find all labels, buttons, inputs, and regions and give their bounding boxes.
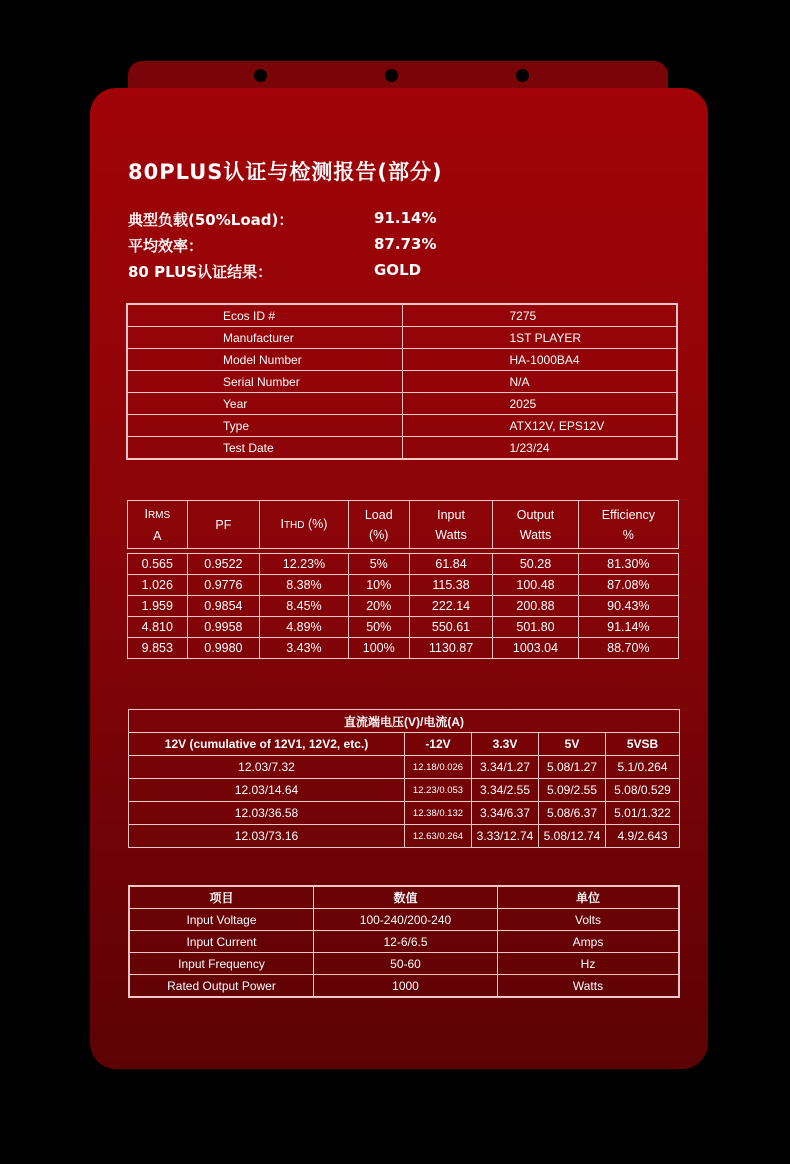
- cell: 12.63/0.264: [405, 825, 472, 848]
- cell: 0.565: [128, 554, 188, 575]
- table-row: [127, 304, 677, 327]
- table-row: [128, 554, 679, 575]
- cell: 50-60: [314, 953, 498, 975]
- cell: 12.03/73.16: [129, 825, 405, 848]
- cell: 3.34/1.27: [472, 756, 539, 779]
- cell: 9.853: [128, 638, 188, 659]
- page-title: 80PLUS认证与检测报告(部分): [128, 160, 443, 184]
- cell: 5.08/12.74: [539, 825, 606, 848]
- summary-label-certification: 80 PLUS认证结果：: [128, 263, 273, 281]
- info-key: Serial Number: [127, 371, 402, 393]
- table-header-row: [129, 733, 680, 756]
- cell: 87.08%: [578, 575, 678, 596]
- info-value: 1ST PLAYER: [402, 327, 677, 349]
- cell: 100.48: [493, 575, 578, 596]
- input-spec-table: [128, 885, 680, 998]
- table-row: [129, 953, 679, 975]
- cell: 3.33/12.74: [472, 825, 539, 848]
- table-row: [129, 756, 680, 779]
- cell: 81.30%: [578, 554, 678, 575]
- cell: 0.9776: [187, 575, 259, 596]
- cell: 0.9958: [187, 617, 259, 638]
- cell: 90.43%: [578, 596, 678, 617]
- cell: 550.61: [409, 617, 493, 638]
- info-value: 1/23/24: [402, 437, 677, 460]
- header-output: Output Watts: [493, 501, 578, 549]
- table-row: [129, 909, 679, 931]
- cell: 4.89%: [260, 617, 349, 638]
- summary-label-typical-load: 典型负载(50%Load)：: [128, 211, 294, 229]
- table-row: [127, 327, 677, 349]
- header-load: Load (%): [348, 501, 409, 549]
- cell: 5.08/1.27: [539, 756, 606, 779]
- cell: 5.08/6.37: [539, 802, 606, 825]
- hole-icon: [254, 69, 267, 82]
- header-value: 数值: [314, 886, 498, 909]
- cell: 3.34/2.55: [472, 779, 539, 802]
- cell: 0.9522: [187, 554, 259, 575]
- table-header-row: [128, 501, 679, 549]
- info-value: 2025: [402, 393, 677, 415]
- cell: 12.03/36.58: [129, 802, 405, 825]
- cell: 10%: [348, 575, 409, 596]
- cell: Input Current: [129, 931, 314, 953]
- table-header-row: [129, 886, 679, 909]
- cell: 12.03/14.64: [129, 779, 405, 802]
- info-key: Ecos ID #: [127, 304, 402, 327]
- header-5v: 5V: [539, 733, 606, 756]
- cell: Hz: [498, 953, 680, 975]
- cell: 5.01/1.322: [606, 802, 680, 825]
- table-row: [128, 617, 679, 638]
- table-row: [129, 931, 679, 953]
- cell: 1.959: [128, 596, 188, 617]
- header-item: 项目: [129, 886, 314, 909]
- table-row: [127, 415, 677, 437]
- header-pf: PF: [187, 501, 259, 549]
- cell: 5.1/0.264: [606, 756, 680, 779]
- header-5vsb: 5VSB: [606, 733, 680, 756]
- cell: 200.88: [493, 596, 578, 617]
- cell: 88.70%: [578, 638, 678, 659]
- header-ithd: ITHD (%): [260, 501, 349, 549]
- cell: 12.18/0.026: [405, 756, 472, 779]
- cell: 0.9980: [187, 638, 259, 659]
- cell: 20%: [348, 596, 409, 617]
- table-title-row: [129, 710, 680, 733]
- cell: 222.14: [409, 596, 493, 617]
- table-row: [127, 393, 677, 415]
- header-3v3: 3.3V: [472, 733, 539, 756]
- header-12v: 12V (cumulative of 12V1, 12V2, etc.): [129, 733, 405, 756]
- table-row: [128, 575, 679, 596]
- cell: 5.08/0.529: [606, 779, 680, 802]
- cell: 8.38%: [260, 575, 349, 596]
- cell: Input Voltage: [129, 909, 314, 931]
- cell: 5.09/2.55: [539, 779, 606, 802]
- cell: 61.84: [409, 554, 493, 575]
- info-key: Model Number: [127, 349, 402, 371]
- cell: 1130.87: [409, 638, 493, 659]
- cell: 12.03/7.32: [129, 756, 405, 779]
- summary-label-average-efficiency: 平均效率：: [128, 237, 204, 255]
- cell: 1000: [314, 975, 498, 998]
- table-row: [127, 437, 677, 460]
- table-row: [127, 371, 677, 393]
- info-value: 7275: [402, 304, 677, 327]
- cell: 1003.04: [493, 638, 578, 659]
- info-key: Manufacturer: [127, 327, 402, 349]
- table-row: [129, 975, 679, 998]
- cell: 8.45%: [260, 596, 349, 617]
- cell: 50.28: [493, 554, 578, 575]
- summary-value-certification: GOLD: [374, 261, 422, 279]
- info-key: Type: [127, 415, 402, 437]
- cell: Amps: [498, 931, 680, 953]
- info-key: Test Date: [127, 437, 402, 460]
- table-row: [128, 638, 679, 659]
- cell: Input Frequency: [129, 953, 314, 975]
- table-row: [129, 825, 680, 848]
- cell: Rated Output Power: [129, 975, 314, 998]
- efficiency-table: [127, 500, 679, 659]
- product-info-table: [126, 303, 678, 460]
- header-efficiency: Efficiency %: [578, 501, 678, 549]
- info-value: N/A: [402, 371, 677, 393]
- cell: 12.23%: [260, 554, 349, 575]
- cell: 4.810: [128, 617, 188, 638]
- table-row: [129, 802, 680, 825]
- summary-value-typical-load: 91.14%: [374, 209, 437, 227]
- cell: 100%: [348, 638, 409, 659]
- dc-rail-table: [128, 709, 680, 848]
- info-value: HA-1000BA4: [402, 349, 677, 371]
- cell: Volts: [498, 909, 680, 931]
- cell: 50%: [348, 617, 409, 638]
- cell: 4.9/2.643: [606, 825, 680, 848]
- info-value: ATX12V, EPS12V: [402, 415, 677, 437]
- hole-icon: [385, 69, 398, 82]
- cell: 91.14%: [578, 617, 678, 638]
- header-input: Input Watts: [409, 501, 493, 549]
- cell: 12.23/0.053: [405, 779, 472, 802]
- cell: 501.80: [493, 617, 578, 638]
- table-row: [129, 779, 680, 802]
- cell: 0.9854: [187, 596, 259, 617]
- cell: 12.38/0.132: [405, 802, 472, 825]
- cell: 3.43%: [260, 638, 349, 659]
- cell: 115.38: [409, 575, 493, 596]
- info-key: Year: [127, 393, 402, 415]
- header-irms: IRMS A: [128, 501, 188, 549]
- cell: 12-6/6.5: [314, 931, 498, 953]
- cell: 1.026: [128, 575, 188, 596]
- cell: 3.34/6.37: [472, 802, 539, 825]
- table-row: [128, 596, 679, 617]
- summary-value-average-efficiency: 87.73%: [374, 235, 437, 253]
- rail-table-title: 直流端电压(V)/电流(A): [129, 710, 680, 733]
- header-unit: 单位: [498, 886, 680, 909]
- header-minus12v: -12V: [405, 733, 472, 756]
- cell: Watts: [498, 975, 680, 998]
- hole-icon: [516, 69, 529, 82]
- table-row: [127, 349, 677, 371]
- cell: 5%: [348, 554, 409, 575]
- cell: 100-240/200-240: [314, 909, 498, 931]
